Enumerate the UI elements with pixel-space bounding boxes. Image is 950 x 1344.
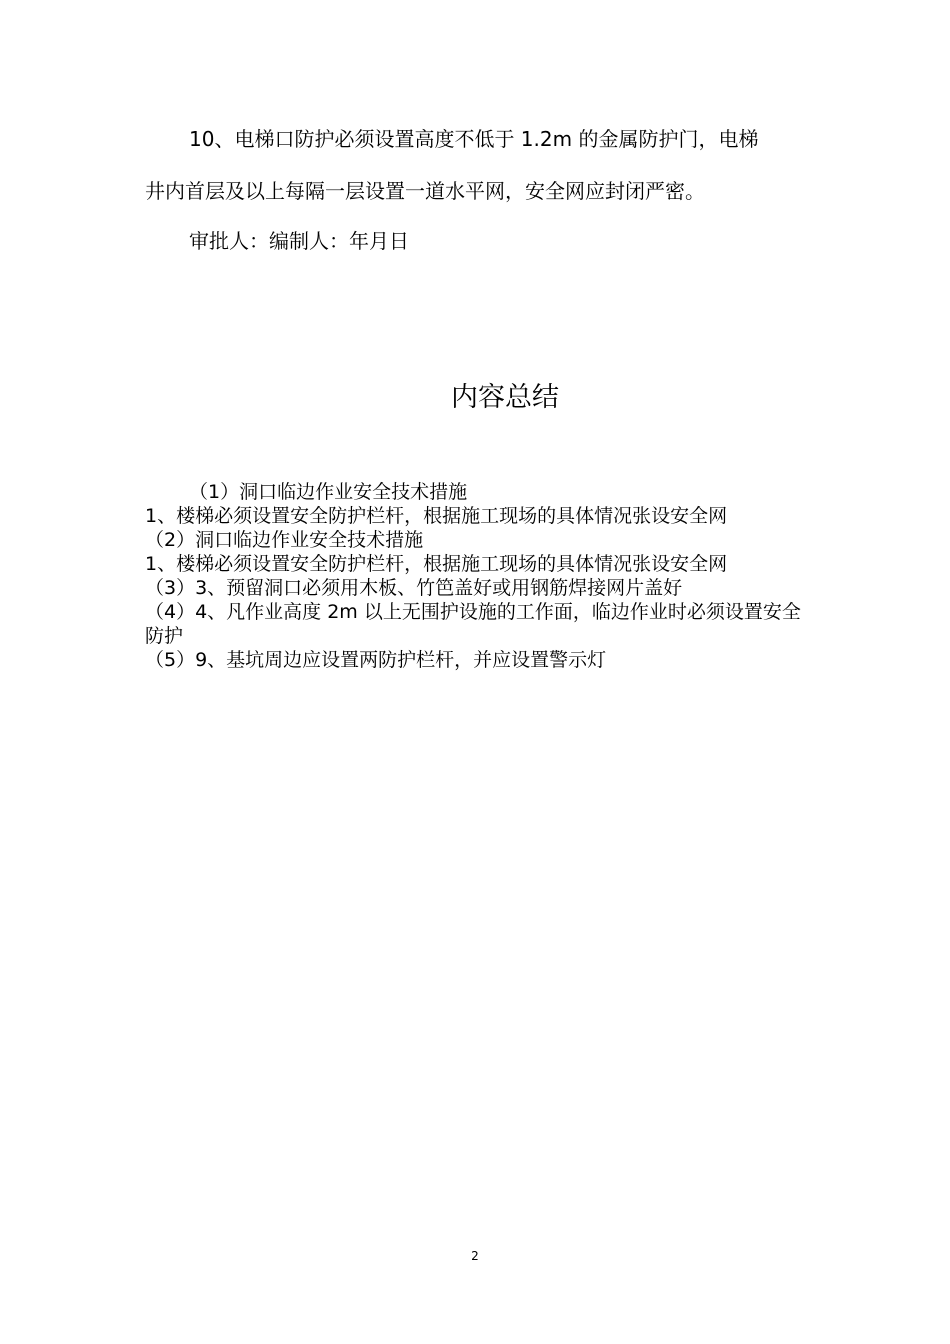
summary-item: （5）9、基坑周边应设置两防护栏杆，并应设置警示灯 [145, 649, 607, 671]
summary-list [145, 480, 810, 672]
summary-heading: 内容总结 [451, 382, 559, 413]
page-number: 2 [471, 1249, 479, 1263]
summary-item: 1、楼梯必须设置安全防护栏杆，根据施工现场的具体情况张设安全网 [145, 505, 728, 527]
approval-paragraph [145, 226, 810, 256]
summary-item: （4）4、凡作业高度 2m 以上无围护设施的工作面，临边作业时必须设置安全防护 [145, 601, 801, 647]
paragraph-elevator-protection [145, 124, 810, 206]
summary-item: （2）洞口临边作业安全技术措施 [145, 529, 424, 551]
approval-line: 审批人：编制人：年月日 [189, 229, 409, 253]
summary-item: （3）3、预留洞口必须用木板、竹笆盖好或用钢筋焊接网片盖好 [145, 577, 683, 599]
paragraph-line: 井内首层及以上每隔一层设置一道水平网，安全网应封闭严密。 [145, 179, 705, 203]
summary-item: 1、楼梯必须设置安全防护栏杆，根据施工现场的具体情况张设安全网 [145, 553, 728, 575]
paragraph-line: 10、电梯口防护必须设置高度不低于 1.2m 的金属防护门，电梯 [189, 127, 759, 151]
summary-item: （1）洞口临边作业安全技术措施 [189, 481, 468, 503]
